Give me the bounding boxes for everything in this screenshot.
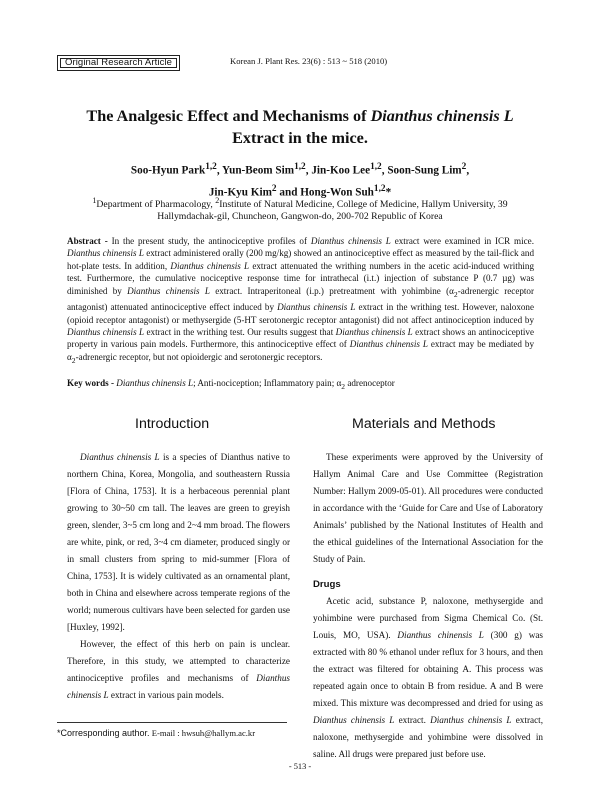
abstract-text: In the present study, the antinociceptive profiles of Dianthus chinensis L extract were examined in ICR mice. Dianthus chinensis L extract administered orally (200 mg/kg) showed an antinociceptive effect as measured by the tail-flick and hot-plate tests. In addition, Dianthus chinensis L extract attenuated the writhing numbers in the acetic acid-induced writhing test. Furthermore, the cumulative nociceptive response time for intrathecal (i.t.) injection of substance P (0.7 µg) was diminished by Dianthus chinensis L extract. Intraperitoneal (i.p.) pretreatment with yohimbine ($\alpha_2$-adrenergic receptor antagonist) attenuated antinociceptive effect induced by Dianthus chinensis L extract in the writhing test. However, naloxone (opioid receptor antagonist) or methysergide (5-HT serotonergic receptor antagonist) did not affect antinociception induced by Dianthus chinensis L extract in the writhing test. Our results suggest that Dianthus chinensis L extract shows an antinociceptive property in various pain models. Furthermore, this antinociceptive effect of Dianthus chinensis L extract may be mediated by $\alpha_2$-adrenergic receptor, but not opioidergic and serotonergic receptors. (67, 236, 535, 365)
journal-citation: Korean J. Plant Res. 23(6) : 513 ~ 518 (2010) (230, 56, 388, 66)
keywords-text: Dianthus chinensis L; Anti-nociception; Inflammatory pain; $\alpha_2$ adrenoceptor (116, 378, 395, 391)
introduction-heading: Introduction (135, 416, 210, 432)
drugs-subheading: Drugs (313, 579, 341, 590)
article-type-tag: Original Research Article (57, 55, 180, 71)
introduction-body (67, 449, 290, 704)
keywords: Key words - Dianthus chinensis L; Anti-nociception; Inflammatory pain; $\alpha_2$ adrenoceptor (67, 378, 395, 391)
affiliation: $^1$Department of Pharmacology, $^2$Institute of Natural Medicine, College of Medicine, Hallym University, 39 Hallymdachak-gil, Chuncheon, Gangwon-do, 200-702 Republic of Korea (92, 196, 508, 223)
author-list: Soo-Hyun Park$^{1,2}$, Yun-Beom Sim$^{1,2}$, Jin-Koo Lee$^{1,2}$, Soon-Sung Lim$^2$, Jin-Kyu Kim$^2$ and Hong-Won Suh$^{1,2}$* (130, 162, 470, 199)
page-number: - 513 - (288, 762, 312, 771)
abstract: Abstract - In the present study, the antinociceptive profiles of Dianthus chinensis L extract were examined in ICR mice. Dianthus chinensis L extract administered orally (200 mg/kg) showed an antinociceptive effect as measured by the tail-flick and hot-plate tests. In addition, Dianthus chinensis L extract attenuated the writhing numbers in the acetic acid-induced writhing test. Furthermore, the cumulative nociceptive response time for intrathecal (i.t.) injection of substance P (0.7 µg) was diminished by Dianthus chinensis L extract. Intraperitoneal (i.p.) pretreatment with yohimbine ($\alpha_2$-adrenergic receptor antagonist) attenuated antinociceptive effect induced by Dianthus chinensis L extract in the writhing test. However, naloxone (opioid receptor antagonist) or methysergide (5-HT serotonergic receptor antagonist) did not affect antinociception induced by Dianthus chinensis L extract in the writhing test. Our results suggest that Dianthus chinensis L extract shows an antinociceptive property in various pain models. Furthermore, this antinociceptive effect of Dianthus chinensis L extract may be mediated by $\alpha_2$-adrenergic receptor, but not opioidergic and serotonergic receptors. (67, 236, 535, 365)
methods-heading: Materials and Methods (352, 416, 496, 432)
paper-title: The Analgesic Effect and Mechanisms of Dianthus chinensis L Extract in the mice. (86, 107, 514, 147)
footnote-divider (57, 722, 287, 723)
corresponding-author-footnote: *Corresponding author. E-mail : hwsuh@hallym.ac.kr (57, 728, 256, 738)
methods-paragraph-2: Acetic acid, substance P, naloxone, methysergide and yohimbine were purchased from Sigma Chemical Co. (St. Louis, MO, USA). Dianthus chinensis L (300 g) was extracted with 80 % ethanol under reflux for 3 hours, and then the extract was filtered for obtaining A. This process was repeated again once to obtain B from residue. A and B were mixed. This mixture was decompressed and dried for using as Dianthus chinensis L extract. Dianthus chinensis L extract, naloxone, methysergide and yohimbine were dissolved in saline. All drugs were prepared just before use. (313, 596, 544, 759)
methods-paragraph-1: These experiments were approved by the University of Hallym Animal Care and Use Committee (Registration Number: Hallym 2009-05-01). All procedures were conducted in accordance with the ‘Guide for Care and Use of Laboratory Animals’ published by the National Institutes of Health and the ethical guidelines of the International Association for the Study of Pain. (313, 452, 543, 564)
methods-body (313, 449, 543, 763)
intro-paragraph-1: Dianthus chinensis L is a species of Dianthus native to northern China, Korea, Mongolia, and southeastern Russia [Flora of China, 1753]. It is a herbaceous perennial plant growing to 30~50 cm tall. The leaves are green to greyish green, slender, 3~5 cm long and 2~4 mm broad. The flowers are white, pink, or red, 3~4 cm diameter, produced singly or in small clusters from spring to mid-summer [Flora of China, 1753]. It is widely cultivated as an ornamental plant, both in China and elsewhere across temperate regions of the world; numerous cultivars have been selected for garden use [Huxley, 1992]. (67, 452, 290, 632)
intro-paragraph-2: However, the effect of this herb on pain is unclear. Therefore, in this study, we attempted to characterize antinociceptive profiles and mechanisms of Dianthus chinensis L extract in various pain models. (67, 639, 290, 700)
